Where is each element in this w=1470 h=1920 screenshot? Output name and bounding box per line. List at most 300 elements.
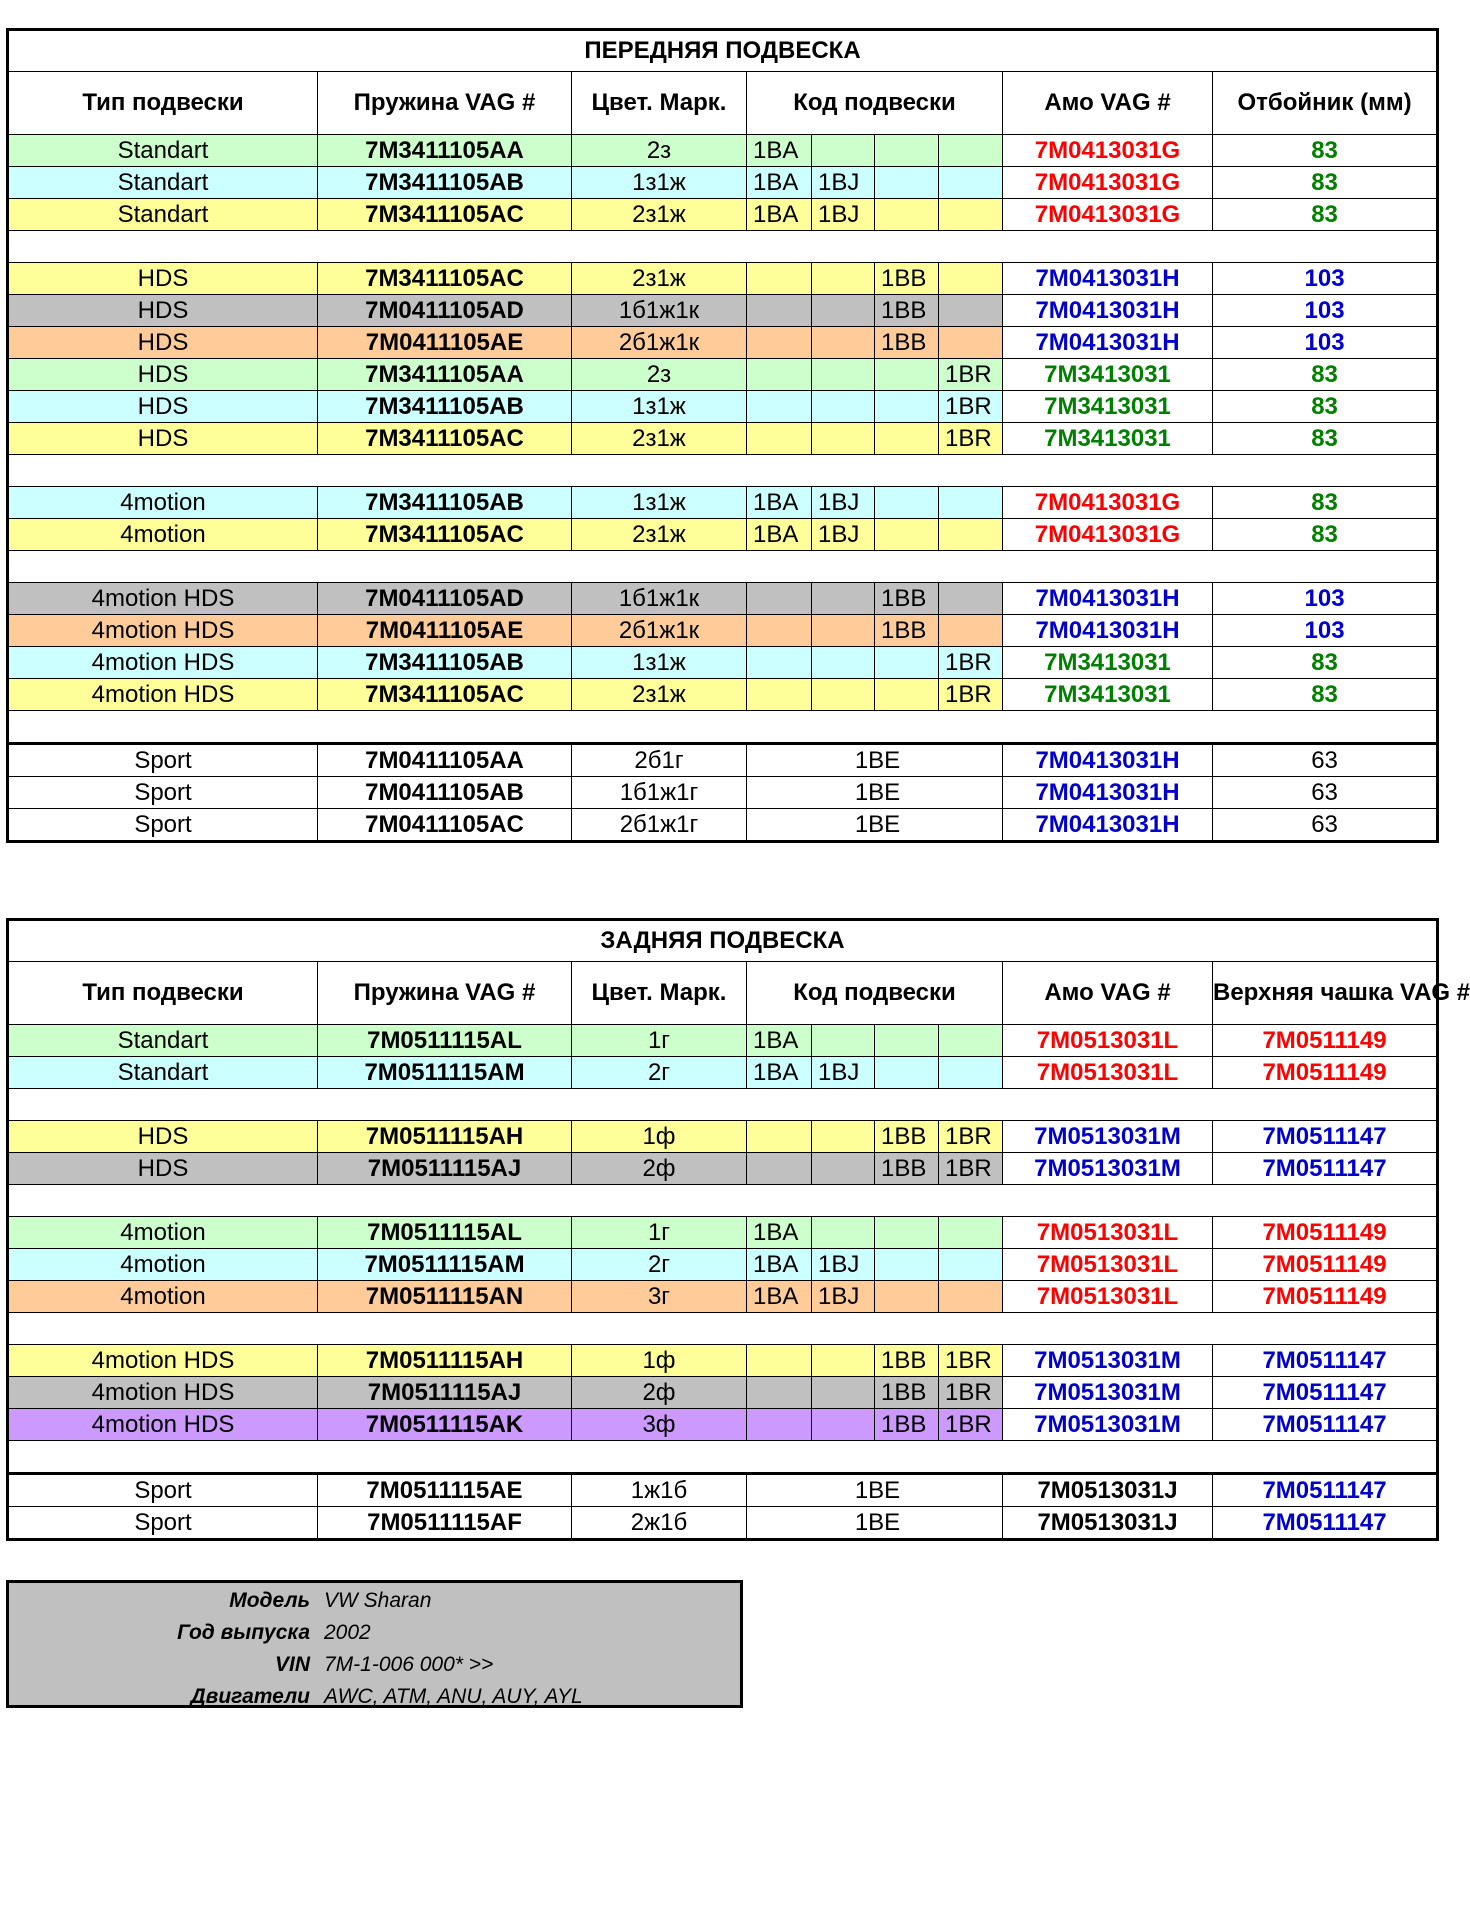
suspension-code-cell [812,1025,875,1057]
shock-part-cell: 7M3413031 [1003,359,1213,391]
last-column-cell: 103 [1213,583,1438,615]
spring-part-cell: 7M3411105AB [318,487,572,519]
table-row [8,327,1438,359]
suspension-code-cell: 1BR [939,679,1003,711]
table-row [8,1281,1438,1313]
spring-part-cell: 7M0411105AE [318,327,572,359]
shock-part-cell: 7M0513031L [1003,1025,1213,1057]
last-column-cell: 7M0511147 [1213,1507,1438,1540]
spring-part-cell: 7M3411105AA [318,135,572,167]
suspension-code-cell [747,1121,812,1153]
suspension-type-cell: 4motion HDS [8,583,318,615]
suspension-type-cell: Sport [8,1507,318,1540]
suspension-type-cell: 4motion [8,1217,318,1249]
suspension-code-cell [812,135,875,167]
suspension-type-cell: 4motion [8,487,318,519]
shock-part-cell: 7M0513031L [1003,1217,1213,1249]
color-mark-cell: 1з1ж [572,391,747,423]
color-mark-cell: 1г [572,1025,747,1057]
color-mark-cell: 2г [572,1249,747,1281]
shock-part-cell: 7M0413031H [1003,777,1213,809]
suspension-code-cell: 1BJ [812,1057,875,1089]
color-mark-cell: 2б1ж1к [572,327,747,359]
spring-part-cell: 7M0511115AL [318,1217,572,1249]
suspension-code-cell: 1BE [747,777,1003,809]
color-mark-cell: 2з1ж [572,263,747,295]
front-suspension-table [6,28,1439,843]
suspension-code-cell: 1BE [747,1474,1003,1507]
suspension-type-cell: 4motion [8,1281,318,1313]
spring-part-cell: 7M0511115AL [318,1025,572,1057]
last-column-cell: 63 [1213,777,1438,809]
last-column-cell: 7M0511147 [1213,1377,1438,1409]
last-column-cell: 7M0511149 [1213,1057,1438,1089]
suspension-code-cell [875,135,939,167]
suspension-type-cell: 4motion [8,519,318,551]
table-row [8,1249,1438,1281]
suspension-code-cell: 1BE [747,809,1003,842]
col-header-mark: Цвет. Марк. [572,962,747,1025]
suspension-code-cell: 1BB [875,1409,939,1441]
table-row [8,167,1438,199]
suspension-code-cell: 1BR [939,1345,1003,1377]
suspension-code-cell: 1BA [747,519,812,551]
suspension-code-cell [812,1217,875,1249]
suspension-code-cell: 1BR [939,359,1003,391]
last-column-cell: 63 [1213,744,1438,777]
suspension-type-cell: HDS [8,391,318,423]
suspension-code-cell: 1BJ [812,199,875,231]
color-mark-cell: 1б1ж1г [572,777,747,809]
shock-part-cell: 7M3413031 [1003,423,1213,455]
color-mark-cell: 2ф [572,1153,747,1185]
table-row [8,615,1438,647]
spacer-row [8,1089,1438,1121]
last-column-cell: 83 [1213,647,1438,679]
vin-value: 7M-1-006 000* >> [324,1653,494,1676]
suspension-code-cell [939,487,1003,519]
col-header-spring: Пружина VAG # [318,72,572,135]
table-row [8,1025,1438,1057]
shock-part-cell: 7M0413031H [1003,615,1213,647]
suspension-code-cell [875,519,939,551]
suspension-code-cell: 1BA [747,1025,812,1057]
spring-part-cell: 7M3411105AC [318,679,572,711]
table-row [8,1474,1438,1507]
spacer-row [8,711,1438,744]
table-row [8,1409,1438,1441]
suspension-type-cell: 4motion HDS [8,615,318,647]
suspension-code-cell [812,1121,875,1153]
table-row [8,423,1438,455]
suspension-type-cell: 4motion [8,1249,318,1281]
shock-part-cell: 7M0413031G [1003,519,1213,551]
suspension-code-cell [875,423,939,455]
suspension-code-cell: 1BR [939,423,1003,455]
last-column-cell: 83 [1213,199,1438,231]
shock-part-cell: 7M0413031G [1003,167,1213,199]
spacer-row [8,231,1438,263]
last-column-cell: 63 [1213,809,1438,842]
suspension-code-cell [812,1345,875,1377]
suspension-code-cell [939,615,1003,647]
suspension-code-cell: 1BE [747,744,1003,777]
suspension-type-cell: Standart [8,135,318,167]
suspension-code-cell [747,1345,812,1377]
suspension-code-cell [747,583,812,615]
table-row [8,519,1438,551]
col-header-amo: Амо VAG # [1003,962,1213,1025]
table-row [8,1377,1438,1409]
shock-part-cell: 7M0413031H [1003,327,1213,359]
suspension-code-cell [812,583,875,615]
table-row [8,1507,1438,1540]
last-column-cell: 83 [1213,167,1438,199]
shock-part-cell: 7M3413031 [1003,391,1213,423]
table-row [8,583,1438,615]
suspension-code-cell: 1BR [939,1377,1003,1409]
suspension-code-cell [747,1153,812,1185]
color-mark-cell: 2з [572,135,747,167]
shock-part-cell: 7M0513031M [1003,1345,1213,1377]
suspension-code-cell [812,1409,875,1441]
spacer-row [8,551,1438,583]
spring-part-cell: 7M0411105AA [318,744,572,777]
suspension-code-cell [812,1377,875,1409]
shock-part-cell: 7M0513031M [1003,1121,1213,1153]
spring-part-cell: 7M0411105AE [318,615,572,647]
suspension-code-cell: 1BB [875,263,939,295]
suspension-code-cell [812,647,875,679]
vin-label: VIN [274,1653,310,1676]
col-header-mark: Цвет. Марк. [572,72,747,135]
table-row [8,777,1438,809]
suspension-code-cell [747,295,812,327]
suspension-code-cell [747,359,812,391]
suspension-code-cell: 1BA [747,167,812,199]
table-row [8,1345,1438,1377]
suspension-code-cell: 1BB [875,615,939,647]
color-mark-cell: 2б1ж1к [572,615,747,647]
table-row [8,679,1438,711]
suspension-code-cell [812,615,875,647]
shock-part-cell: 7M0513031L [1003,1281,1213,1313]
engines-value: AWC, ATM, ANU, AUY, AYL [324,1685,583,1708]
suspension-code-cell: 1BB [875,1121,939,1153]
suspension-type-cell: HDS [8,1153,318,1185]
spring-part-cell: 7M0411105AD [318,583,572,615]
color-mark-cell: 2з1ж [572,423,747,455]
suspension-type-cell: Standart [8,1025,318,1057]
last-column-cell: 83 [1213,679,1438,711]
last-column-cell: 83 [1213,423,1438,455]
suspension-code-cell: 1BJ [812,1249,875,1281]
table-row [8,199,1438,231]
color-mark-cell: 1з1ж [572,487,747,519]
col-header-amo: Амо VAG # [1003,72,1213,135]
color-mark-cell: 2г [572,1057,747,1089]
spring-part-cell: 7M0511115AK [318,1409,572,1441]
shock-part-cell: 7M0513031L [1003,1057,1213,1089]
col-header-code: Код подвески [747,962,1003,1025]
last-column-cell: 83 [1213,391,1438,423]
spring-part-cell: 7M0511115AF [318,1507,572,1540]
shock-part-cell: 7M0513031L [1003,1249,1213,1281]
last-column-cell: 103 [1213,263,1438,295]
shock-part-cell: 7M0413031G [1003,487,1213,519]
suspension-code-cell [875,1249,939,1281]
suspension-code-cell: 1BE [747,1507,1003,1540]
color-mark-cell: 1ф [572,1121,747,1153]
color-mark-cell: 1з1ж [572,167,747,199]
suspension-code-cell [939,199,1003,231]
suspension-code-cell [939,295,1003,327]
last-column-cell: 83 [1213,487,1438,519]
spring-part-cell: 7M3411105AA [318,359,572,391]
spring-part-cell: 7M0511115AN [318,1281,572,1313]
shock-part-cell: 7M0513031J [1003,1474,1213,1507]
suspension-code-cell: 1BA [747,1057,812,1089]
suspension-code-cell [812,359,875,391]
shock-part-cell: 7M0513031M [1003,1377,1213,1409]
suspension-type-cell: Standart [8,199,318,231]
table-row [8,1153,1438,1185]
table-row [8,391,1438,423]
spring-part-cell: 7M0411105AC [318,809,572,842]
table-row [8,1121,1438,1153]
suspension-code-cell [875,167,939,199]
suspension-code-cell: 1BB [875,1345,939,1377]
table-row [8,135,1438,167]
suspension-type-cell: Sport [8,777,318,809]
suspension-code-cell [875,1217,939,1249]
last-column-cell: 7M0511147 [1213,1409,1438,1441]
suspension-code-cell [875,1281,939,1313]
suspension-code-cell [812,327,875,359]
shock-part-cell: 7M0413031H [1003,583,1213,615]
color-mark-cell: 1ж1б [572,1474,747,1507]
suspension-type-cell: Standart [8,167,318,199]
suspension-code-cell [875,1057,939,1089]
spring-part-cell: 7M0511115AH [318,1345,572,1377]
color-mark-cell: 2ф [572,1377,747,1409]
last-column-cell: 7M0511149 [1213,1025,1438,1057]
spring-part-cell: 7M0511115AM [318,1057,572,1089]
table-row [8,809,1438,842]
suspension-code-cell: 1BA [747,1249,812,1281]
spring-part-cell: 7M0411105AB [318,777,572,809]
spring-part-cell: 7M3411105AB [318,391,572,423]
suspension-code-cell: 1BB [875,1153,939,1185]
table-row [8,1217,1438,1249]
suspension-code-cell [812,1153,875,1185]
col-header-top-mount: Верхняя чашка VAG # [1213,962,1438,1025]
suspension-type-cell: 4motion HDS [8,1377,318,1409]
suspension-code-cell [875,1025,939,1057]
suspension-code-cell [939,327,1003,359]
model-label: Модель [229,1589,310,1612]
spring-part-cell: 7M3411105AC [318,199,572,231]
shock-part-cell: 7M0513031J [1003,1507,1213,1540]
spacer-row [8,1441,1438,1474]
suspension-code-cell [812,263,875,295]
suspension-code-cell [875,199,939,231]
suspension-code-cell [747,391,812,423]
suspension-code-cell: 1BR [939,1409,1003,1441]
suspension-code-cell: 1BR [939,391,1003,423]
color-mark-cell: 2з [572,359,747,391]
suspension-code-cell [939,1249,1003,1281]
suspension-code-cell: 1BB [875,583,939,615]
suspension-code-cell [812,295,875,327]
color-mark-cell: 2з1ж [572,199,747,231]
suspension-type-cell: HDS [8,1121,318,1153]
suspension-code-cell: 1BR [939,1153,1003,1185]
front-table-title: ПЕРЕДНЯЯ ПОДВЕСКА [8,30,1438,72]
suspension-code-cell [939,583,1003,615]
suspension-code-cell [812,679,875,711]
shock-part-cell: 7M0413031G [1003,199,1213,231]
suspension-code-cell: 1BB [875,295,939,327]
color-mark-cell: 2б1ж1г [572,809,747,842]
suspension-code-cell [812,423,875,455]
suspension-type-cell: HDS [8,263,318,295]
color-mark-cell: 2з1ж [572,519,747,551]
suspension-code-cell: 1BB [875,1377,939,1409]
last-column-cell: 103 [1213,295,1438,327]
suspension-code-cell [812,391,875,423]
suspension-type-cell: 4motion HDS [8,679,318,711]
suspension-code-cell: 1BB [875,327,939,359]
suspension-code-cell [939,1025,1003,1057]
suspension-code-cell [939,263,1003,295]
shock-part-cell: 7M0413031H [1003,263,1213,295]
table-row [8,295,1438,327]
suspension-type-cell: Sport [8,1474,318,1507]
table-row [8,359,1438,391]
suspension-code-cell: 1BA [747,135,812,167]
suspension-code-cell [747,647,812,679]
spring-part-cell: 7M0511115AE [318,1474,572,1507]
spring-part-cell: 7M3411105AC [318,423,572,455]
color-mark-cell: 3г [572,1281,747,1313]
suspension-code-cell [747,1377,812,1409]
last-column-cell: 103 [1213,615,1438,647]
suspension-type-cell: Sport [8,809,318,842]
suspension-type-cell: HDS [8,327,318,359]
suspension-code-cell [875,487,939,519]
suspension-type-cell: 4motion HDS [8,647,318,679]
suspension-code-cell [875,391,939,423]
suspension-code-cell [747,679,812,711]
spring-part-cell: 7M3411105AB [318,647,572,679]
suspension-code-cell [939,135,1003,167]
suspension-code-cell: 1BA [747,199,812,231]
last-column-cell: 7M0511149 [1213,1281,1438,1313]
suspension-type-cell: 4motion HDS [8,1345,318,1377]
shock-part-cell: 7M3413031 [1003,679,1213,711]
last-column-cell: 7M0511147 [1213,1121,1438,1153]
suspension-type-cell: 4motion HDS [8,1409,318,1441]
suspension-code-cell [939,1281,1003,1313]
shock-part-cell: 7M0413031H [1003,809,1213,842]
spacer-row [8,1185,1438,1217]
shock-part-cell: 7M3413031 [1003,647,1213,679]
suspension-code-cell [747,327,812,359]
suspension-type-cell: HDS [8,295,318,327]
shock-part-cell: 7M0513031M [1003,1153,1213,1185]
table-row [8,263,1438,295]
spring-part-cell: 7M3411105AB [318,167,572,199]
last-column-cell: 7M0511147 [1213,1474,1438,1507]
suspension-type-cell: Standart [8,1057,318,1089]
shock-part-cell: 7M0513031M [1003,1409,1213,1441]
col-header-spring: Пружина VAG # [318,962,572,1025]
suspension-code-cell: 1BJ [812,1281,875,1313]
spring-part-cell: 7M0511115AJ [318,1153,572,1185]
col-header-code: Код подвески [747,72,1003,135]
suspension-code-cell [875,679,939,711]
suspension-code-cell [939,1057,1003,1089]
shock-part-cell: 7M0413031G [1003,135,1213,167]
suspension-code-cell [939,519,1003,551]
color-mark-cell: 1б1ж1к [572,583,747,615]
year-label: Год выпуска [177,1621,310,1644]
table-row [8,487,1438,519]
spring-part-cell: 7M0511115AH [318,1121,572,1153]
spring-part-cell: 7M0411105AD [318,295,572,327]
suspension-code-cell [875,359,939,391]
shock-part-cell: 7M0413031H [1003,744,1213,777]
suspension-code-cell [747,423,812,455]
table-row [8,1057,1438,1089]
model-value: VW Sharan [324,1589,432,1612]
suspension-code-cell [747,615,812,647]
color-mark-cell: 1г [572,1217,747,1249]
last-column-cell: 103 [1213,327,1438,359]
color-mark-cell: 2ж1б [572,1507,747,1540]
suspension-type-cell: HDS [8,359,318,391]
suspension-code-cell: 1BR [939,1121,1003,1153]
spring-part-cell: 7M3411105AC [318,519,572,551]
suspension-code-cell: 1BA [747,1217,812,1249]
suspension-code-cell [875,647,939,679]
engines-label: Двигатели [190,1685,310,1708]
year-value: 2002 [324,1621,371,1644]
suspension-code-cell: 1BR [939,647,1003,679]
spring-part-cell: 7M3411105AC [318,263,572,295]
suspension-code-cell [747,1409,812,1441]
vehicle-info-box [6,1580,743,1708]
spacer-row [8,1313,1438,1345]
suspension-code-cell: 1BJ [812,519,875,551]
color-mark-cell: 1з1ж [572,647,747,679]
last-column-cell: 83 [1213,135,1438,167]
last-column-cell: 7M0511149 [1213,1217,1438,1249]
col-header-bumper: Отбойник (мм) [1213,72,1438,135]
spring-part-cell: 7M0511115AJ [318,1377,572,1409]
last-column-cell: 83 [1213,519,1438,551]
suspension-type-cell: HDS [8,423,318,455]
suspension-code-cell: 1BJ [812,167,875,199]
spacer-row [8,455,1438,487]
suspension-code-cell: 1BJ [812,487,875,519]
rear-table-title: ЗАДНЯЯ ПОДВЕСКА [8,920,1438,962]
suspension-code-cell [939,167,1003,199]
color-mark-cell: 2б1г [572,744,747,777]
suspension-code-cell [747,263,812,295]
col-header-type: Тип подвески [8,72,318,135]
